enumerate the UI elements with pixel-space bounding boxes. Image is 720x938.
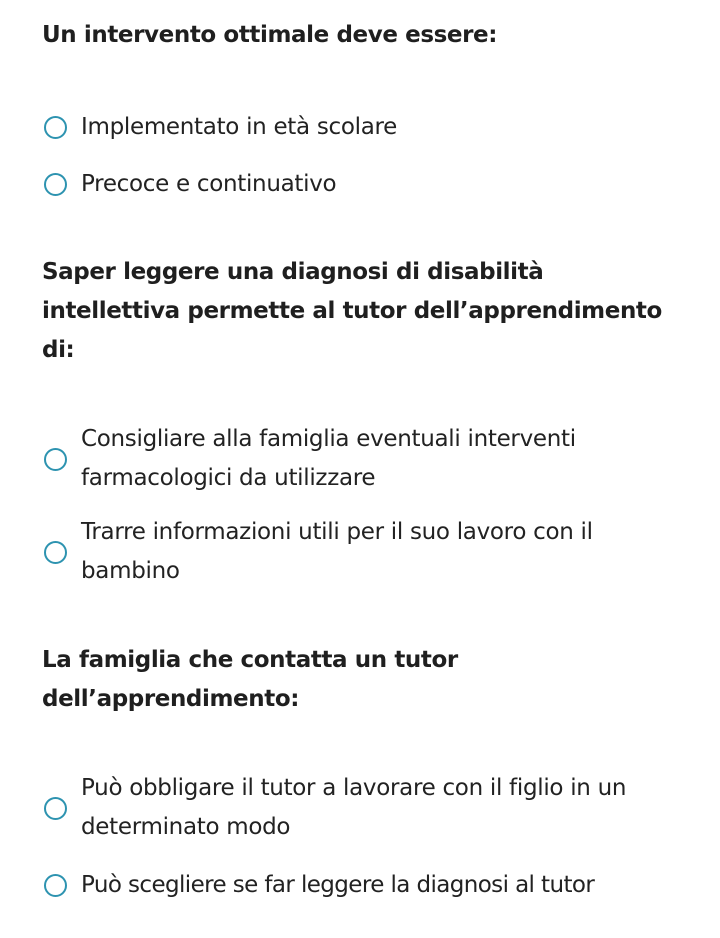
radio-button-icon[interactable] — [44, 874, 67, 897]
radio-button-icon[interactable] — [44, 448, 67, 471]
question-2-title: Saper leggere una diagnosi di disabilità intellettiva permette al tutor dell’apprendimento di: — [42, 259, 662, 363]
q3-option-1[interactable] — [44, 769, 684, 847]
radio-button-icon[interactable] — [44, 116, 67, 139]
option-label: Precoce e continuativo — [81, 171, 337, 197]
question-1-title: Un intervento ottimale deve essere: — [42, 22, 498, 48]
q1-option-2[interactable] — [44, 165, 684, 204]
option-label: Può obbligare il tutor a lavorare con il figlio in un determinato modo — [81, 775, 627, 840]
q2-option-1[interactable] — [44, 420, 684, 498]
q3-option-2[interactable] — [44, 866, 684, 905]
radio-button-icon[interactable] — [44, 541, 67, 564]
option-label: Implementato in età scolare — [81, 114, 398, 140]
option-label: Trarre informazioni utili per il suo lavoro con il bambino — [81, 519, 593, 584]
radio-button-icon[interactable] — [44, 173, 67, 196]
radio-button-icon[interactable] — [44, 797, 67, 820]
q1-option-1[interactable] — [44, 108, 684, 147]
q2-option-2[interactable] — [44, 513, 684, 591]
option-label: Può scegliere se far leggere la diagnosi al tutor — [81, 872, 595, 898]
option-label: Consigliare alla famiglia eventuali interventi farmacologici da utilizzare — [81, 426, 576, 491]
question-3-title: La famiglia che contatta un tutor dell’apprendimento: — [42, 647, 458, 712]
